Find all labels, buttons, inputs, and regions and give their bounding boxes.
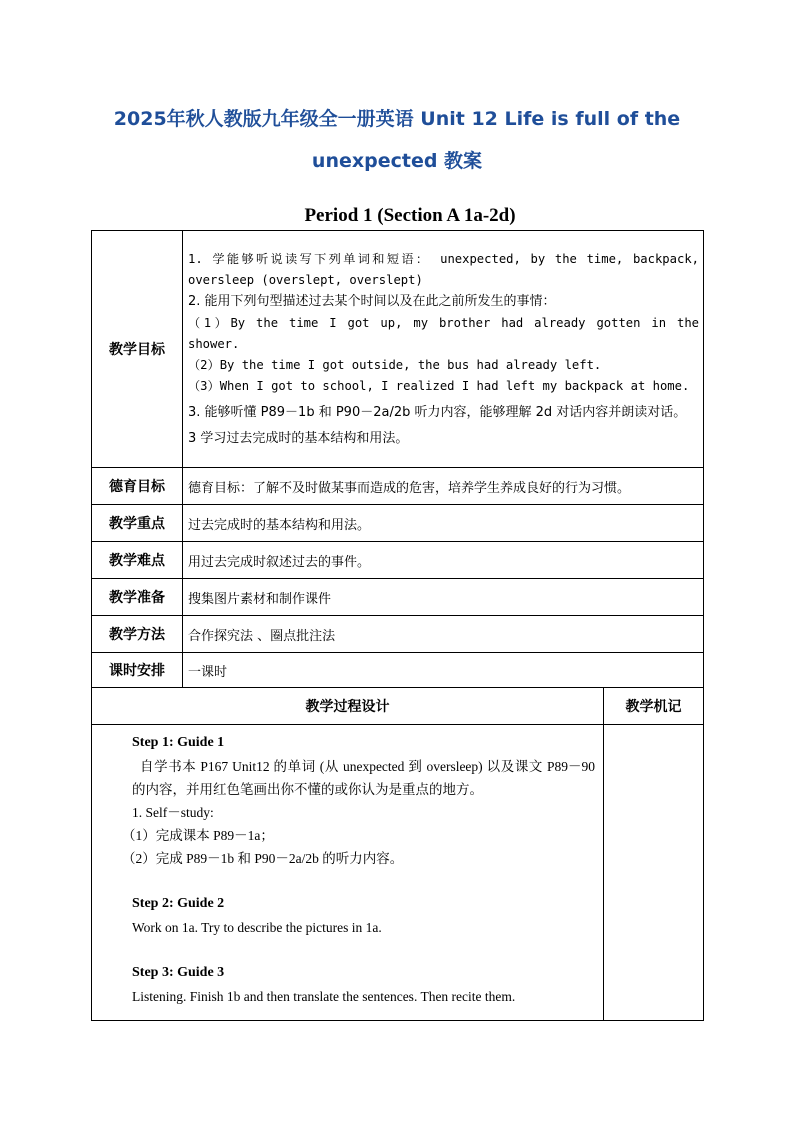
label-key-points: 教学重点 <box>92 505 183 542</box>
title-line-1: 2025年秋人教版九年级全一册英语 Unit 12 Life is full of the <box>113 108 681 130</box>
objective-3: 3. 能够听懂 P89－1b 和 P90－2a/2b 听力内容，能够理解 2d 对话内容并朗读对话。 <box>188 405 687 420</box>
key-points-content: 过去完成时的基本结构和用法。 <box>183 505 704 542</box>
header-process-design: 教学过程设计 <box>92 688 604 725</box>
title-line-2: unexpected 教案 <box>311 150 483 172</box>
step1-sub-2: （2）完成 P89－1b 和 P90－2a/2b 的听力内容。 <box>122 851 404 866</box>
row-process-header <box>92 688 704 725</box>
label-preparation: 教学准备 <box>92 579 183 616</box>
label-objectives: 教学目标 <box>92 231 183 468</box>
process-content <box>92 725 604 1021</box>
row-schedule <box>92 653 704 688</box>
schedule-content: 一课时 <box>183 653 704 688</box>
objectives-content <box>183 231 704 468</box>
notes-cell <box>604 725 704 1021</box>
label-difficulty: 教学难点 <box>92 542 183 579</box>
method-content: 合作探究法 、圈点批注法 <box>183 616 704 653</box>
lesson-plan-table <box>91 230 704 1021</box>
step1-title: Step 1: Guide 1 <box>132 735 225 750</box>
label-schedule: 课时安排 <box>92 653 183 688</box>
objective-1: 1. 学能够听说读写下列单词和短语： unexpected, by the time, backpack, oversleep (overslept, overslept) <box>188 252 699 287</box>
header-notes: 教学机记 <box>604 688 704 725</box>
objective-2-sentence-1: （1）By the time I got up, my brother had already gotten in the shower. <box>188 316 699 351</box>
step2-text: Work on 1a. Try to describe the pictures in 1a. <box>132 920 382 935</box>
document-title <box>80 98 714 182</box>
row-method <box>92 616 704 653</box>
objective-4: 3 学习过去完成时的基本结构和用法。 <box>188 431 409 446</box>
step3-text: Listening. Finish 1b and then translate the sentences. Then recite them. <box>132 989 516 1004</box>
step2-title: Step 2: Guide 2 <box>132 896 225 911</box>
preparation-content: 搜集图片素材和制作课件 <box>183 579 704 616</box>
row-difficulty <box>92 542 704 579</box>
objective-2-sentence-2: （2）By the time I got outside, the bus had already left. <box>188 358 602 372</box>
row-moral <box>92 468 704 505</box>
difficulty-content: 用过去完成时叙述过去的事件。 <box>183 542 704 579</box>
objective-2: 2. 能用下列句型描述过去某个时间以及在此之前所发生的事情： <box>188 294 556 309</box>
row-preparation <box>92 579 704 616</box>
step1-paragraph: 自学书本 P167 Unit12 的单词 (从 unexpected 到 oversleep) 以及课文 P89－90 的内容，并用红色笔画出你不懂的或你认为是重点的地方。 <box>132 759 595 797</box>
step1-item: 1. Self－study: <box>132 805 214 820</box>
label-method: 教学方法 <box>92 616 183 653</box>
period-title: Period 1 (Section A 1a-2d) <box>304 205 516 226</box>
moral-content: 德育目标：了解不及时做某事而造成的危害，培养学生养成良好的行为习惯。 <box>183 468 704 505</box>
row-objectives <box>92 231 704 468</box>
row-key-points <box>92 505 704 542</box>
row-process-body <box>92 725 704 1021</box>
objective-2-sentence-3: （3）When I got to school, I realized I had left my backpack at home. <box>188 379 690 393</box>
step3-title: Step 3: Guide 3 <box>132 965 225 980</box>
label-moral: 德育目标 <box>92 468 183 505</box>
step1-sub-1: （1）完成课本 P89－1a； <box>122 828 274 843</box>
